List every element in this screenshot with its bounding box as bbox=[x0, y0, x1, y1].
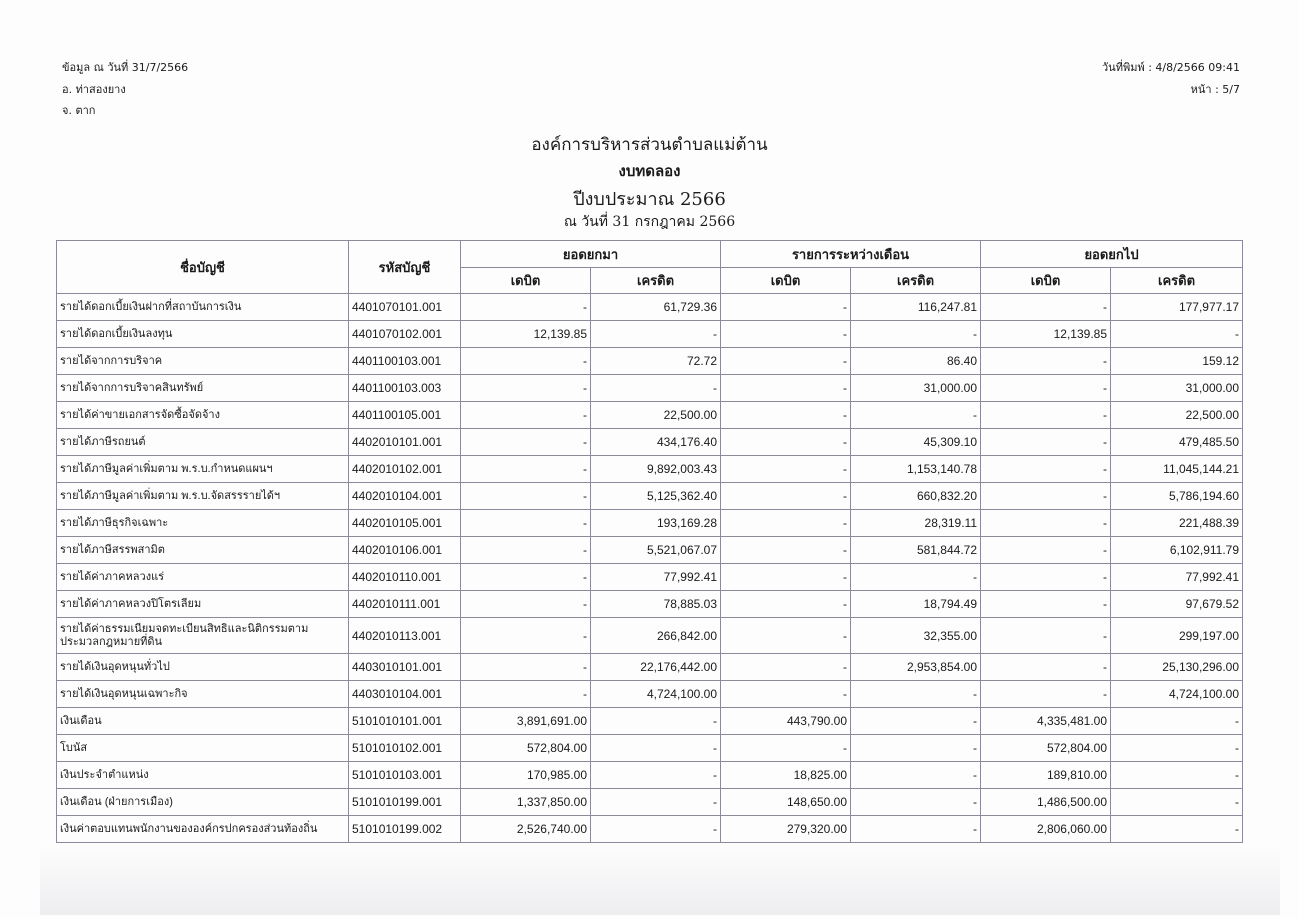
bf-credit-cell: - bbox=[591, 375, 721, 402]
month-credit-cell: 45,309.10 bbox=[851, 429, 981, 456]
month-credit-cell: - bbox=[851, 402, 981, 429]
account-code-cell: 4402010102.001 bbox=[349, 456, 461, 483]
cf-credit-cell: - bbox=[1111, 708, 1243, 735]
bf-credit-cell: - bbox=[591, 762, 721, 789]
bf-credit-cell: 5,125,362.40 bbox=[591, 483, 721, 510]
cf-debit-cell: 1,486,500.00 bbox=[981, 789, 1111, 816]
account-name-cell: เงินเดือน (ฝ่ายการเมือง) bbox=[57, 789, 349, 816]
table-row bbox=[57, 294, 1243, 321]
account-name-cell: รายได้จากการบริจาคสินทรัพย์ bbox=[57, 375, 349, 402]
table-row bbox=[57, 375, 1243, 402]
month-debit-cell: 279,320.00 bbox=[721, 816, 851, 843]
account-name-cell: รายได้ค่าขายเอกสารจัดซื้อจัดจ้าง bbox=[57, 402, 349, 429]
account-name-cell: โบนัส bbox=[57, 735, 349, 762]
header-cf-debit: เดบิต bbox=[981, 268, 1111, 294]
cf-credit-cell: 177,977.17 bbox=[1111, 294, 1243, 321]
account-code-cell: 4401070101.001 bbox=[349, 294, 461, 321]
month-debit-cell: - bbox=[721, 564, 851, 591]
page-number: หน้า : 5/7 bbox=[1190, 83, 1240, 96]
account-code-cell: 5101010101.001 bbox=[349, 708, 461, 735]
month-debit-cell: - bbox=[721, 654, 851, 681]
bf-credit-cell: - bbox=[591, 321, 721, 348]
bf-credit-cell: 9,892,003.43 bbox=[591, 456, 721, 483]
bf-debit-cell: - bbox=[461, 681, 591, 708]
cf-credit-cell: 97,679.52 bbox=[1111, 591, 1243, 618]
header-account-code: รหัสบัญชี bbox=[349, 241, 461, 294]
month-credit-cell: 32,355.00 bbox=[851, 618, 981, 654]
month-credit-cell: - bbox=[851, 816, 981, 843]
bf-credit-cell: 78,885.03 bbox=[591, 591, 721, 618]
table-row bbox=[57, 789, 1243, 816]
account-name-cell: รายได้ภาษีมูลค่าเพิ่มตาม พ.ร.บ.กำหนดแผนฯ bbox=[57, 456, 349, 483]
bf-debit-cell: 12,139.85 bbox=[461, 321, 591, 348]
month-credit-cell: 18,794.49 bbox=[851, 591, 981, 618]
header-bf-credit: เครดิต bbox=[591, 268, 721, 294]
bf-debit-cell: - bbox=[461, 402, 591, 429]
header-during-month: รายการระหว่างเดือน bbox=[721, 241, 981, 268]
account-name-cell: เงินเดือน bbox=[57, 708, 349, 735]
bf-debit-cell: - bbox=[461, 591, 591, 618]
bf-credit-cell: - bbox=[591, 708, 721, 735]
month-credit-cell: - bbox=[851, 762, 981, 789]
bf-debit-cell: 3,891,691.00 bbox=[461, 708, 591, 735]
table-row bbox=[57, 654, 1243, 681]
month-debit-cell: - bbox=[721, 456, 851, 483]
fiscal-year: ปีงบประมาณ 2566 bbox=[573, 189, 726, 210]
cf-credit-cell: 479,485.50 bbox=[1111, 429, 1243, 456]
account-code-cell: 4401100105.001 bbox=[349, 402, 461, 429]
cf-credit-cell: 299,197.00 bbox=[1111, 618, 1243, 654]
account-name-cell: รายได้ภาษีรถยนต์ bbox=[57, 429, 349, 456]
account-name-cell: รายได้ค่าภาคหลวงปิโตรเลียม bbox=[57, 591, 349, 618]
month-debit-cell: - bbox=[721, 294, 851, 321]
month-debit-cell: 18,825.00 bbox=[721, 762, 851, 789]
bf-credit-cell: 193,169.28 bbox=[591, 510, 721, 537]
bf-credit-cell: 77,992.41 bbox=[591, 564, 721, 591]
cf-debit-cell: - bbox=[981, 564, 1111, 591]
bf-credit-cell: 266,842.00 bbox=[591, 618, 721, 654]
cf-debit-cell: - bbox=[981, 456, 1111, 483]
account-code-cell: 4402010110.001 bbox=[349, 564, 461, 591]
account-name-cell: รายได้เงินอุดหนุนเฉพาะกิจ bbox=[57, 681, 349, 708]
bf-credit-cell: - bbox=[591, 735, 721, 762]
cf-credit-cell: 77,992.41 bbox=[1111, 564, 1243, 591]
header-account-name: ชื่อบัญชี bbox=[57, 241, 349, 294]
bf-debit-cell: 170,985.00 bbox=[461, 762, 591, 789]
cf-credit-cell: 11,045,144.21 bbox=[1111, 456, 1243, 483]
table-row bbox=[57, 537, 1243, 564]
cf-debit-cell: 572,804.00 bbox=[981, 735, 1111, 762]
bf-debit-cell: 1,337,850.00 bbox=[461, 789, 591, 816]
table-row bbox=[57, 483, 1243, 510]
cf-debit-cell: 4,335,481.00 bbox=[981, 708, 1111, 735]
header-cf-credit: เครดิต bbox=[1111, 268, 1243, 294]
data-as-of-date: ข้อมูล ณ วันที่ 31/7/2566 bbox=[62, 61, 189, 74]
month-credit-cell: - bbox=[851, 735, 981, 762]
trial-balance-table bbox=[56, 240, 1243, 843]
cf-debit-cell: 189,810.00 bbox=[981, 762, 1111, 789]
table-row bbox=[57, 564, 1243, 591]
account-name-cell: รายได้ค่าธรรมเนียมจดทะเบียนสิทธิและนิติกรรมตามประมวลกฎหมายที่ดิน bbox=[57, 618, 349, 654]
month-credit-cell: 116,247.81 bbox=[851, 294, 981, 321]
account-code-cell: 4402010105.001 bbox=[349, 510, 461, 537]
cf-credit-cell: 4,724,100.00 bbox=[1111, 681, 1243, 708]
month-credit-cell: 28,319.11 bbox=[851, 510, 981, 537]
cf-credit-cell: 25,130,296.00 bbox=[1111, 654, 1243, 681]
account-code-cell: 5101010199.002 bbox=[349, 816, 461, 843]
bf-credit-cell: 22,500.00 bbox=[591, 402, 721, 429]
cf-debit-cell: - bbox=[981, 375, 1111, 402]
account-name-cell: รายได้ภาษีมูลค่าเพิ่มตาม พ.ร.บ.จัดสรรรายได้ฯ bbox=[57, 483, 349, 510]
month-debit-cell: - bbox=[721, 429, 851, 456]
bf-credit-cell: 434,176.40 bbox=[591, 429, 721, 456]
cf-debit-cell: - bbox=[981, 429, 1111, 456]
month-debit-cell: - bbox=[721, 510, 851, 537]
table-row bbox=[57, 402, 1243, 429]
account-code-cell: 4401100103.003 bbox=[349, 375, 461, 402]
bf-debit-cell: - bbox=[461, 618, 591, 654]
cf-debit-cell: 12,139.85 bbox=[981, 321, 1111, 348]
month-credit-cell: 86.40 bbox=[851, 348, 981, 375]
cf-credit-cell: - bbox=[1111, 321, 1243, 348]
cf-credit-cell: 5,786,194.60 bbox=[1111, 483, 1243, 510]
cf-debit-cell: - bbox=[981, 348, 1111, 375]
bf-credit-cell: - bbox=[591, 816, 721, 843]
table-row bbox=[57, 591, 1243, 618]
account-code-cell: 5101010102.001 bbox=[349, 735, 461, 762]
bf-debit-cell: - bbox=[461, 564, 591, 591]
account-code-cell: 4403010101.001 bbox=[349, 654, 461, 681]
bf-debit-cell: - bbox=[461, 429, 591, 456]
bf-credit-cell: 61,729.36 bbox=[591, 294, 721, 321]
bf-debit-cell: - bbox=[461, 537, 591, 564]
month-debit-cell: - bbox=[721, 537, 851, 564]
cf-debit-cell: - bbox=[981, 591, 1111, 618]
organization-name: องค์การบริหารส่วนตำบลแม่ต้าน bbox=[531, 135, 768, 155]
scan-shadow bbox=[40, 845, 1280, 915]
account-code-cell: 4402010113.001 bbox=[349, 618, 461, 654]
month-debit-cell: 148,650.00 bbox=[721, 789, 851, 816]
month-debit-cell: - bbox=[721, 321, 851, 348]
table-row bbox=[57, 708, 1243, 735]
bf-debit-cell: 572,804.00 bbox=[461, 735, 591, 762]
header-carried-forward: ยอดยกไป bbox=[981, 241, 1243, 268]
bf-debit-cell: - bbox=[461, 654, 591, 681]
table-body bbox=[57, 294, 1243, 843]
account-name-cell: รายได้ภาษีธุรกิจเฉพาะ bbox=[57, 510, 349, 537]
cf-debit-cell: - bbox=[981, 537, 1111, 564]
district-label: อ. ท่าสองยาง bbox=[62, 83, 126, 96]
cf-credit-cell: - bbox=[1111, 735, 1243, 762]
table-row bbox=[57, 735, 1243, 762]
cf-credit-cell: - bbox=[1111, 816, 1243, 843]
bf-credit-cell: 5,521,067.07 bbox=[591, 537, 721, 564]
cf-debit-cell: - bbox=[981, 654, 1111, 681]
cf-credit-cell: - bbox=[1111, 789, 1243, 816]
month-debit-cell: - bbox=[721, 402, 851, 429]
bf-credit-cell: 72.72 bbox=[591, 348, 721, 375]
table-row bbox=[57, 348, 1243, 375]
table-row bbox=[57, 816, 1243, 843]
header-m-debit: เดบิต bbox=[721, 268, 851, 294]
cf-credit-cell: 22,500.00 bbox=[1111, 402, 1243, 429]
month-credit-cell: 581,844.72 bbox=[851, 537, 981, 564]
account-code-cell: 4402010111.001 bbox=[349, 591, 461, 618]
account-code-cell: 4402010101.001 bbox=[349, 429, 461, 456]
month-debit-cell: - bbox=[721, 681, 851, 708]
header-brought-forward: ยอดยกมา bbox=[461, 241, 721, 268]
cf-credit-cell: 159.12 bbox=[1111, 348, 1243, 375]
cf-debit-cell: - bbox=[981, 402, 1111, 429]
account-code-cell: 5101010103.001 bbox=[349, 762, 461, 789]
table-row bbox=[57, 510, 1243, 537]
month-debit-cell: - bbox=[721, 348, 851, 375]
month-credit-cell: 1,153,140.78 bbox=[851, 456, 981, 483]
cf-debit-cell: - bbox=[981, 510, 1111, 537]
account-code-cell: 4402010104.001 bbox=[349, 483, 461, 510]
account-code-cell: 4402010106.001 bbox=[349, 537, 461, 564]
account-code-cell: 4401070102.001 bbox=[349, 321, 461, 348]
account-name-cell: เงินค่าตอบแทนพนักงานขององค์กรปกครองส่วนท้องถิ่น bbox=[57, 816, 349, 843]
cf-debit-cell: - bbox=[981, 294, 1111, 321]
month-debit-cell: 443,790.00 bbox=[721, 708, 851, 735]
table-row bbox=[57, 681, 1243, 708]
account-name-cell: รายได้ภาษีสรรพสามิต bbox=[57, 537, 349, 564]
bf-debit-cell: - bbox=[461, 348, 591, 375]
table-row bbox=[57, 618, 1243, 654]
cf-debit-cell: - bbox=[981, 618, 1111, 654]
header-m-credit: เครดิต bbox=[851, 268, 981, 294]
account-name-cell: รายได้ดอกเบี้ยเงินลงทุน bbox=[57, 321, 349, 348]
month-debit-cell: - bbox=[721, 483, 851, 510]
month-credit-cell: - bbox=[851, 564, 981, 591]
bf-debit-cell: - bbox=[461, 456, 591, 483]
month-credit-cell: - bbox=[851, 321, 981, 348]
cf-credit-cell: 6,102,911.79 bbox=[1111, 537, 1243, 564]
month-credit-cell: 2,953,854.00 bbox=[851, 654, 981, 681]
table-row bbox=[57, 456, 1243, 483]
cf-debit-cell: - bbox=[981, 681, 1111, 708]
month-credit-cell: - bbox=[851, 789, 981, 816]
account-name-cell: เงินประจำตำแหน่ง bbox=[57, 762, 349, 789]
bf-credit-cell: - bbox=[591, 789, 721, 816]
month-credit-cell: 31,000.00 bbox=[851, 375, 981, 402]
cf-credit-cell: 31,000.00 bbox=[1111, 375, 1243, 402]
header-bf-debit: เดบิต bbox=[461, 268, 591, 294]
cf-debit-cell: 2,806,060.00 bbox=[981, 816, 1111, 843]
cf-credit-cell: - bbox=[1111, 762, 1243, 789]
table-row bbox=[57, 762, 1243, 789]
print-date: วันที่พิมพ์ : 4/8/2566 09:41 bbox=[1102, 61, 1240, 74]
cf-debit-cell: - bbox=[981, 483, 1111, 510]
bf-debit-cell: - bbox=[461, 483, 591, 510]
bf-debit-cell: - bbox=[461, 375, 591, 402]
bf-credit-cell: 4,724,100.00 bbox=[591, 681, 721, 708]
bf-debit-cell: - bbox=[461, 510, 591, 537]
report-title: งบทดลอง bbox=[618, 162, 681, 180]
table-row bbox=[57, 321, 1243, 348]
month-debit-cell: - bbox=[721, 735, 851, 762]
bf-debit-cell: 2,526,740.00 bbox=[461, 816, 591, 843]
account-name-cell: รายได้ค่าภาคหลวงแร่ bbox=[57, 564, 349, 591]
month-credit-cell: - bbox=[851, 708, 981, 735]
account-name-cell: รายได้เงินอุดหนุนทั่วไป bbox=[57, 654, 349, 681]
cf-credit-cell: 221,488.39 bbox=[1111, 510, 1243, 537]
month-debit-cell: - bbox=[721, 618, 851, 654]
bf-debit-cell: - bbox=[461, 294, 591, 321]
province-label: จ. ตาก bbox=[62, 104, 96, 117]
account-name-cell: รายได้จากการบริจาค bbox=[57, 348, 349, 375]
month-credit-cell: 660,832.20 bbox=[851, 483, 981, 510]
account-code-cell: 4401100103.001 bbox=[349, 348, 461, 375]
as-of-date: ณ วันที่ 31 กรกฎาคม 2566 bbox=[563, 214, 736, 230]
account-code-cell: 5101010199.001 bbox=[349, 789, 461, 816]
table-row bbox=[57, 429, 1243, 456]
month-credit-cell: - bbox=[851, 681, 981, 708]
month-debit-cell: - bbox=[721, 591, 851, 618]
account-code-cell: 4403010104.001 bbox=[349, 681, 461, 708]
month-debit-cell: - bbox=[721, 375, 851, 402]
bf-credit-cell: 22,176,442.00 bbox=[591, 654, 721, 681]
table-header-row bbox=[57, 241, 1243, 268]
account-name-cell: รายได้ดอกเบี้ยเงินฝากที่สถาบันการเงิน bbox=[57, 294, 349, 321]
